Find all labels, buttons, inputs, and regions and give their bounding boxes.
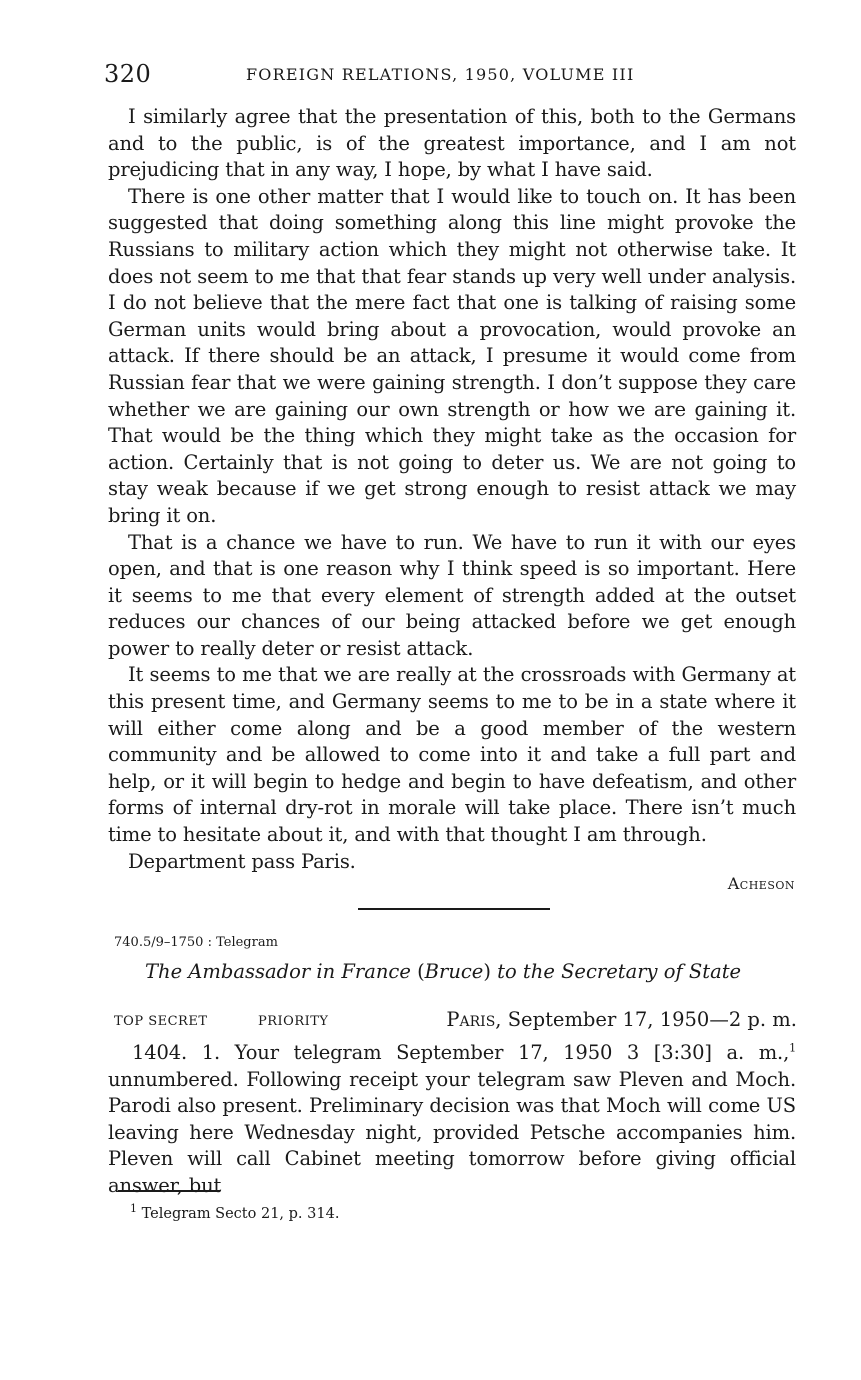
footnote-text: Telegram Secto 21, p. 314. [137, 1206, 340, 1222]
page-header [104, 60, 804, 90]
title-name: Bruce [424, 960, 484, 983]
priority-label: PRIORITY [258, 1014, 329, 1029]
title-part1: The Ambassador in France [145, 960, 411, 983]
page-number: 320 [104, 60, 152, 88]
telegram-text-rest: unnumbered. Following receipt your telegram saw Pleven and Moch. Parodi also present. Preliminary decision was that Moch will come US leaving here Wednesday night, provided Petsche accompanies him. Pleven will call Cabinet meeting tomorrow before giving official answer, but [108, 1067, 796, 1197]
telegram-body [108, 1040, 796, 1200]
running-head: FOREIGN RELATIONS, 1950, VOLUME III [246, 65, 635, 84]
letter-body [108, 104, 796, 875]
paragraph [108, 1040, 796, 1200]
paragraph: I similarly agree that the presentation of this, both to the Germans and to the public, is of the greatest importance, and I am not prejudicing that in any way, I hope, by what I have said. [108, 105, 796, 182]
title-part2: to the Secretary of State [497, 960, 742, 983]
dateline-place: Paris, [446, 1008, 502, 1031]
title-paren-open: ( [417, 960, 425, 983]
dateline [446, 1008, 797, 1031]
file-number: 740.5/9–1750 : Telegram [114, 935, 278, 950]
footnote-divider [118, 1190, 220, 1192]
dateline-date: September 17, 1950—2 p. m. [507, 1008, 797, 1031]
section-divider [358, 908, 550, 910]
footnote [130, 1202, 340, 1222]
signature: Acheson [727, 874, 795, 893]
paragraph: Department pass Paris. [128, 849, 356, 873]
paragraph: That is a chance we have to run. We have to run it with our eyes open, and that is one reason why I think speed is so important. Here it seems to me that every element of strength added at the outset reduces our chances of our being attacked before we get enough power to really deter or resist attack. [108, 530, 796, 660]
telegram-text-start: 1404. 1. Your telegram September 17, 1950 3 [3:30] a. m., [132, 1041, 790, 1064]
classification-label: TOP SECRET [114, 1014, 208, 1029]
footnote-marker: 1 [130, 1202, 137, 1216]
paragraph: It seems to me that we are really at the crossroads with Germany at this present time, and Germany seems to me to be in a state where it will either come along and be a good member of the western community and be allowed to come into it and take a full part and help, or it will begin to hedge and begin to have defeatism, and other forms of internal dry-rot in morale will take place. There isn’t much time to hesitate about it, and with that thought I am through. [108, 663, 796, 847]
footnote-reference: 1 [789, 1041, 796, 1055]
document-title [145, 960, 741, 983]
paragraph: There is one other matter that I would like to touch on. It has been suggested that doing something along this line might provoke the Russians to military action which they might not otherwise take. It does not seem to me that that fear stands up very well under analysis. I do not believe that the mere fact that one is talking of raising some German units would bring about a provocation, would provoke an attack. If there should be an attack, I presume it would come from Russian fear that we were gaining strength. I don’t suppose they care whether we are gaining our own strength or how we are gaining it. That would be the thing which they might take as the occasion for action. Certainly that is not going to deter us. We are not going to stay weak because if we get strong enough to resist attack we may bring it on. [108, 184, 796, 527]
title-paren-close: ) [483, 960, 491, 983]
